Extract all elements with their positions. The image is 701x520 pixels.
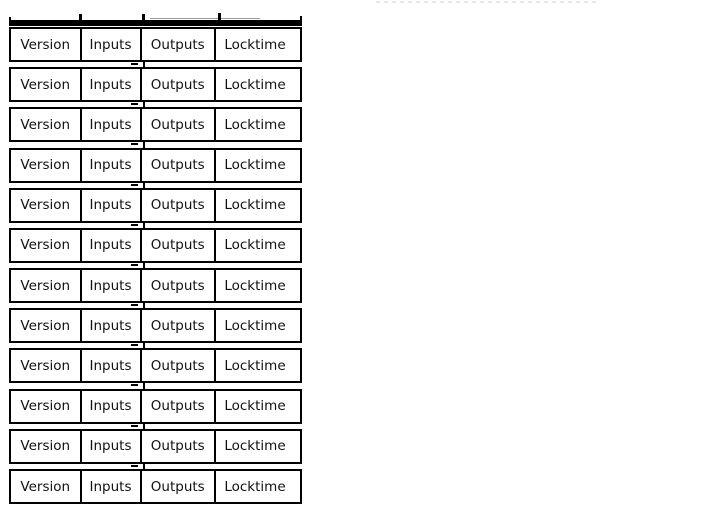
transaction-cell-locktime: Locktime [224, 157, 286, 173]
transaction-cell-outputs: Outputs [142, 270, 217, 301]
row-connector-arrowhead [131, 63, 138, 65]
transaction-cell-locktime: Locktime [224, 277, 286, 294]
transaction-cell-version: Version [11, 109, 82, 140]
transaction-cell-inputs: Inputs [82, 69, 142, 100]
transaction-cell-outputs: Outputs [142, 69, 217, 100]
transaction-row [9, 268, 302, 303]
transaction-cell-outputs: Outputs [142, 350, 217, 381]
transaction-cell-version: Version [11, 270, 82, 301]
transaction-cell-version: Version [11, 310, 82, 341]
transaction-row [9, 469, 302, 504]
transaction-cell-inputs: Inputs [82, 109, 142, 140]
transaction-cell-outputs: Outputs [142, 29, 217, 60]
transaction-cell-locktime: Locktime [224, 116, 286, 133]
row-connector-arrowhead [131, 344, 138, 346]
row-connector-arrowhead [131, 304, 138, 306]
transaction-cell-inputs: Inputs [82, 350, 142, 381]
transaction-cell-version: Version [11, 391, 82, 422]
row-connector-arrowhead [131, 103, 138, 105]
transaction-row [9, 148, 302, 183]
transaction-row [9, 348, 302, 383]
transaction-cell-locktime: Locktime [224, 197, 286, 214]
row-connector-arrowhead [131, 384, 138, 386]
row-connector-arrowhead [131, 143, 138, 145]
row-connector-arrowhead [131, 184, 138, 186]
transaction-cell-version: Version [11, 471, 82, 502]
transaction-row [9, 308, 302, 343]
transaction-cell-outputs: Outputs [142, 391, 217, 422]
transaction-cell-version: Version [11, 69, 82, 100]
transaction-cell-locktime: Locktime [224, 438, 286, 455]
transaction-cell-locktime: Locktime [224, 398, 286, 415]
transaction-cell-outputs: Outputs [142, 310, 217, 341]
transaction-cell-outputs: Outputs [142, 230, 217, 261]
transaction-cell-inputs: Inputs [82, 190, 142, 221]
transaction-cell-version: Version [11, 230, 82, 261]
transaction-cell-version: Version [11, 190, 82, 221]
transaction-cell-inputs: Inputs [82, 29, 142, 60]
transaction-row [9, 67, 302, 102]
transaction-cell-version: Version [11, 29, 82, 60]
transaction-row [9, 107, 302, 142]
transaction-cell-locktime: Locktime [224, 76, 286, 93]
clipped-cell-divider [218, 13, 221, 20]
transaction-cell-version: Version [11, 350, 82, 381]
transaction-row [9, 389, 302, 424]
transaction-cell-locktime: Locktime [224, 478, 286, 495]
transaction-cell-outputs: Outputs [142, 431, 217, 462]
transaction-row [9, 188, 302, 223]
transaction-cell-inputs: Inputs [82, 431, 142, 462]
transaction-cell-inputs: Inputs [82, 391, 142, 422]
row-connector-arrowhead [131, 465, 138, 467]
transaction-cell-version: Version [11, 150, 82, 181]
transaction-row [9, 429, 302, 464]
transaction-cell-locktime: Locktime [224, 237, 286, 254]
transaction-cell-inputs: Inputs [82, 150, 142, 181]
transaction-cell-inputs: Inputs [82, 310, 142, 341]
row-connector-arrowhead [131, 264, 138, 266]
transaction-cell-locktime: Locktime [224, 357, 286, 374]
transaction-row [9, 228, 302, 263]
transaction-cell-inputs: Inputs [82, 270, 142, 301]
transaction-cell-outputs: Outputs [142, 109, 217, 140]
transaction-cell-inputs: Inputs [82, 471, 142, 502]
transaction-row [9, 27, 302, 62]
row-connector-arrowhead [131, 224, 138, 226]
transaction-cell-inputs: Inputs [82, 230, 142, 261]
clipped-row-bottom-border [9, 20, 302, 26]
transaction-cell-outputs: Outputs [142, 471, 217, 502]
transaction-cell-locktime: Locktime [224, 317, 286, 334]
transaction-cell-locktime: Locktime [224, 36, 286, 53]
top-dashed-line [376, 1, 599, 3]
row-connector-arrowhead [131, 425, 138, 427]
transaction-cell-outputs: Outputs [142, 150, 217, 181]
clipped-row-remnant [9, 12, 302, 26]
transaction-cell-outputs: Outputs [142, 190, 217, 221]
clipped-row-top-edge [150, 18, 260, 19]
transaction-cell-version: Version [11, 431, 82, 462]
